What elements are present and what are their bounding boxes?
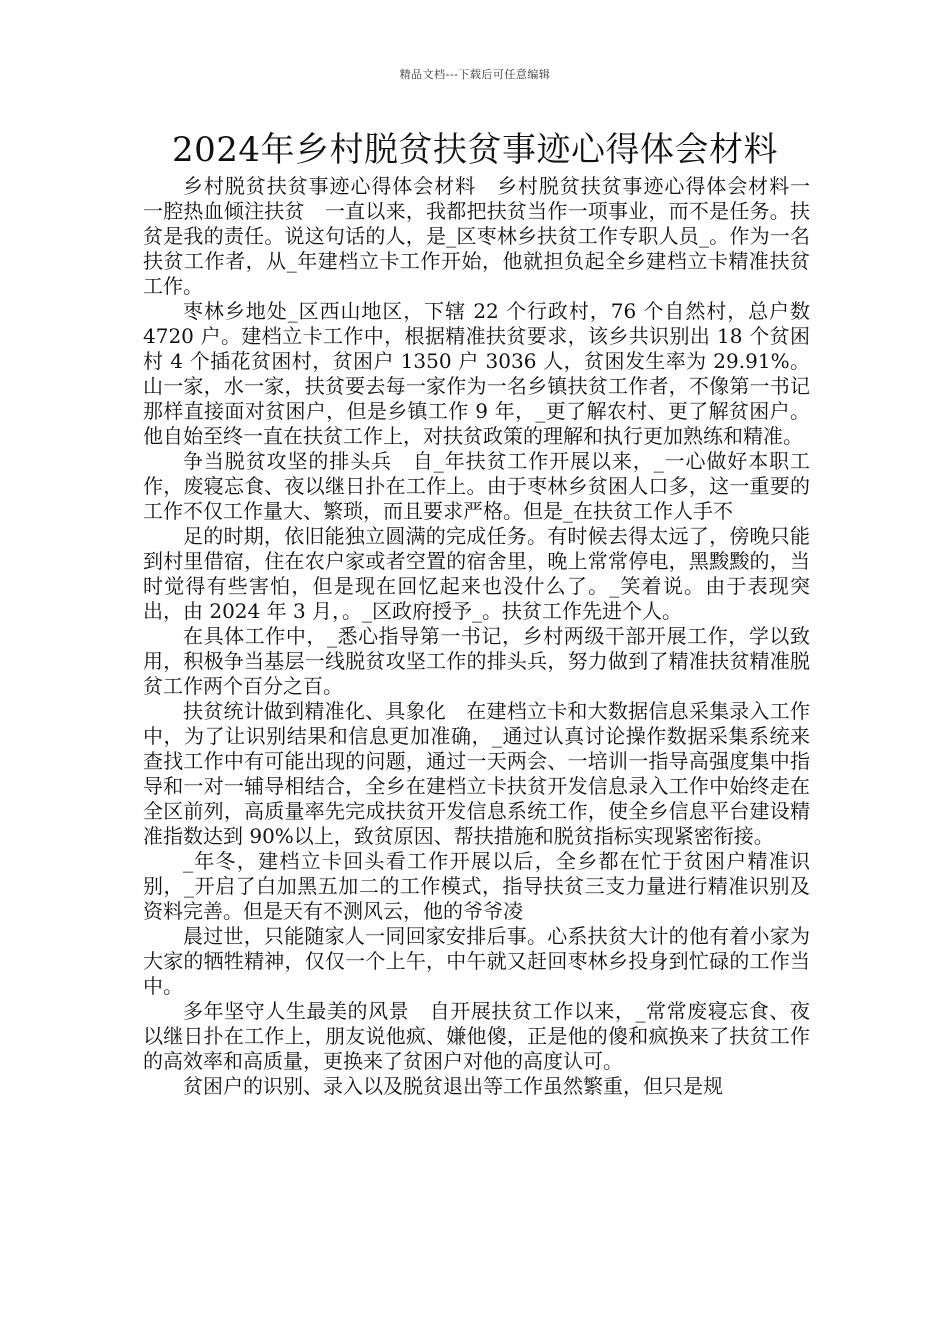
paragraph: 多年坚守人生最美的风景 自开展扶贫工作以来，_常常废寝忘食、夜以继日扑在工作上，朋友说他疯、嫌他傻，正是他的傻和疯换来了扶贫工作的高效率和高质量，更换来了贫困户对他的高度认可。: [143, 999, 810, 1073]
paragraph: _年冬，建档立卡回头看工作开展以后，全乡都在忙于贫困户精准识别，_开启了白加黑五加二的工作模式，指导扶贫三支力量进行精准识别及资料完善。但是天有不测风云，他的爷爷凌: [143, 849, 810, 923]
page-title: 2024年乡村脱贫扶贫事迹心得体会材料: [171, 130, 779, 170]
header-note: 精品文档---下载后可任意编辑: [399, 68, 551, 81]
paragraph: 枣林乡地处_区西山地区，下辖 22 个行政村，76 个自然村，总户数 4720 户。建档立卡工作中，根据精准扶贫要求，该乡共识别出 18 个贫困村 4 个插花贫困村，贫困户 1350 户 3036 人，贫困发生率为 29.91%。山一家，水一家，扶贫要去每一家作为一名乡镇扶贫工作者，不像第一书记那样直接面对贫困户，但是乡镇工作 9 年，_更了解农村、更了解贫困户。他自始至终一直在扶贫工作上，对扶贫政策的理解和执行更加熟练和精准。: [143, 299, 810, 448]
document-body: [143, 174, 830, 1099]
paragraph: 在具体工作中，_悉心指导第一书记，乡村两级干部开展工作，学以致用，积极争当基层一线脱贫攻坚工作的排头兵，努力做到了精准扶贫精准脱贫工作两个百分之百。: [143, 624, 810, 698]
paragraph: 乡村脱贫扶贫事迹心得体会材料 乡村脱贫扶贫事迹心得体会材料一 一腔热血倾注扶贫 一直以来，我都把扶贫当作一项事业，而不是任务。扶贫是我的责任。说这句话的人，是_区枣林乡扶贫工作专职人员_。作为一名扶贫工作者，从_年建档立卡工作开始，他就担负起全乡建档立卡精准扶贫工作。: [143, 174, 830, 298]
paragraph: 贫困户的识别、录入以及脱贫退出等工作虽然繁重，但只是规: [183, 1074, 723, 1098]
paragraph: 晨过世，只能随家人一同回家安排后事。心系扶贫大计的他有着小家为大家的牺牲精神，仅仅一个上午，中午就又赶回枣林乡投身到忙碌的工作当中。: [143, 924, 810, 998]
paragraph: 争当脱贫攻坚的排头兵 自_年扶贫工作开展以来，_一心做好本职工作，废寝忘食、夜以继日扑在工作上。由于枣林乡贫困人口多，这一重要的工作不仅工作量大、繁琐，而且要求严格。但是_在扶贫工作人手不: [143, 449, 810, 523]
paragraph: 足的时期，依旧能独立圆满的完成任务。有时候去得太远了，傍晚只能到村里借宿，住在农户家或者空置的宿舍里，晚上常常停电，黑黢黢的，当时觉得有些害怕，但是现在回忆起来也没什么了。_笑着说。由于表现突出，由 2024 年 3 月，。_区政府授予_。扶贫工作先进个人。: [143, 524, 810, 623]
paragraph: 扶贫统计做到精准化、具象化 在建档立卡和大数据信息采集录入工作中，为了让识别结果和信息更加准确，_通过认真讨论操作数据采集系统来查找工作中有可能出现的问题，通过一天两会、一培训一指导高强度集中指导和一对一辅导相结合，全乡在建档立卡扶贫开发信息录入工作中始终走在全区前列，高质量率先完成扶贫开发信息系统工作，使全乡信息平台建设精准指数达到 90%以上，致贫原因、帮扶措施和脱贫指标实现紧密衔接。: [143, 699, 810, 848]
